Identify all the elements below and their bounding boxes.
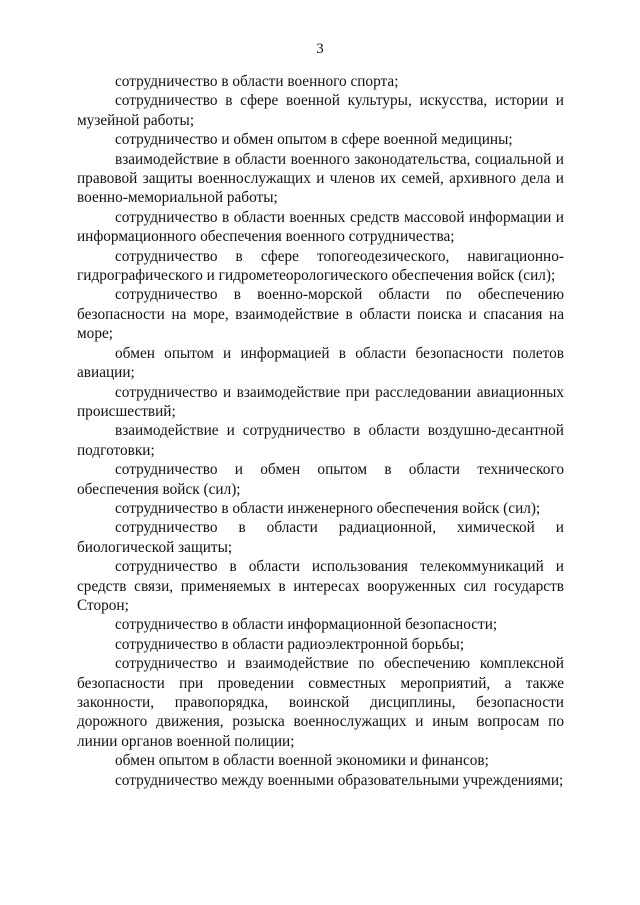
paragraph: сотрудничество в области военного спорта; xyxy=(115,73,399,90)
paragraph: взаимодействие и сотрудничество в области воздушно-десантной подготовки; xyxy=(77,422,564,459)
paragraph: обмен опытом и информацией в области безопасности полетов авиации; xyxy=(77,344,564,382)
paragraph: сотрудничество в области военных средств массовой информации и информационного обеспечения военного сотрудничества; xyxy=(77,208,564,246)
paragraph: сотрудничество и взаимодействие по обеспечению комплексной безопасности при проведении совместных мероприятий, а также законности, правопорядка, воинской дисциплины, безопасности дорожного движения, розыска военнослужащих и иным вопросам по линии органов военной полиции; xyxy=(77,655,564,750)
paragraph: сотрудничество в военно-морской области по обеспечению безопасности на море, взаимодействие в области поиска и спасания на море; xyxy=(77,286,564,343)
paragraph: сотрудничество между военными образовательными учреждениями; xyxy=(115,771,564,789)
paragraph: обмен опытом в области военной экономики и финансов; xyxy=(115,752,489,770)
paragraph: сотрудничество в области использования телекоммуникаций и средств связи, применяемых в интересах вооруженных сил государств Сторон; xyxy=(77,558,564,614)
paragraph: сотрудничество в области радиационной, химической и биологической защиты; xyxy=(77,519,564,556)
paragraph: сотрудничество в области информационной безопасности; xyxy=(115,616,498,634)
paragraph: сотрудничество в сфере топогеодезического, навигационно-гидрографического и гидрометеорологического обеспечения войск (сил); xyxy=(77,247,564,285)
paragraph: сотрудничество и обмен опытом в области технического обеспечения войск (сил); xyxy=(77,461,564,498)
paragraph: сотрудничество в области радиоэлектронной борьбы; xyxy=(115,635,465,653)
paragraph: сотрудничество в области инженерного обеспечения войск (сил); xyxy=(115,499,541,517)
paragraph: сотрудничество и взаимодействие при расследовании авиационных происшествий; xyxy=(77,383,564,420)
page-number: 3 xyxy=(316,41,324,57)
document-body xyxy=(77,72,564,790)
paragraph: сотрудничество и обмен опытом в сфере военной медицины; xyxy=(115,131,513,149)
paragraph: сотрудничество в сфере военной культуры, искусства, истории и музейной работы; xyxy=(77,92,564,129)
paragraph: взаимодействие в области военного законодательства, социальной и правовой защиты военнослужащих и членов их семей, архивного дела и военно-мемориальной работы; xyxy=(77,150,564,207)
